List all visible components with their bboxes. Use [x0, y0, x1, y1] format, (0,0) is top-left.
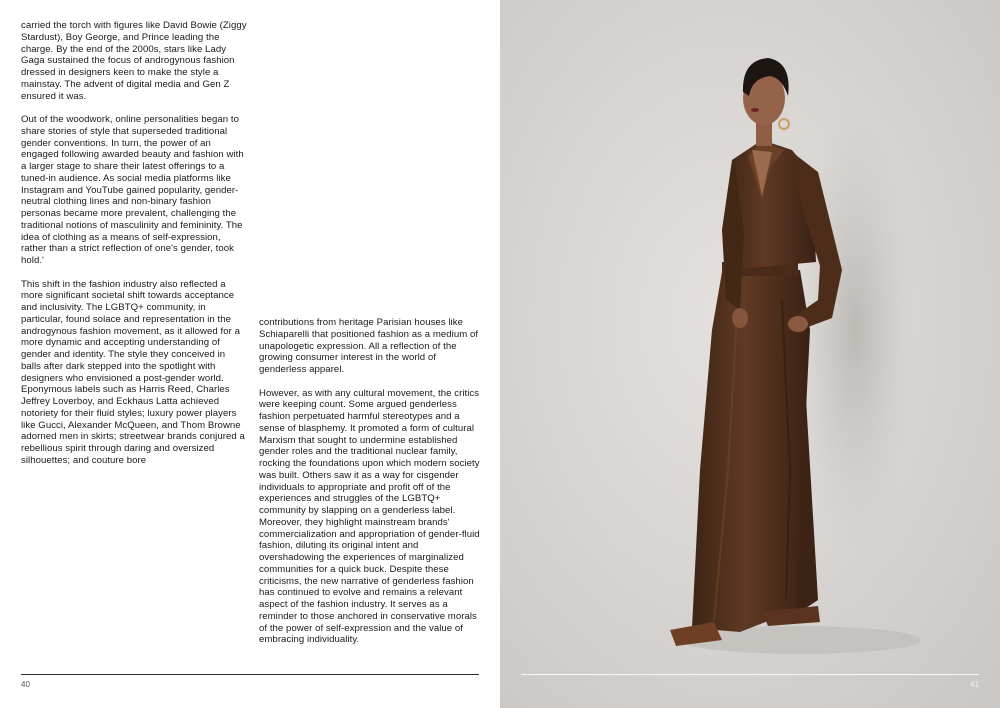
page-number: 41 — [970, 680, 979, 689]
fashion-photo — [500, 0, 1000, 708]
text-column-2 — [259, 317, 481, 658]
footer-rule — [21, 674, 479, 675]
text-column-1 — [21, 20, 247, 478]
paragraph: carried the torch with figures like David Bowie (Ziggy Stardust), Boy George, and Prince leading the charge. By the end of the 2000s, stars like Lady Gaga sustained the focus of androgynous fashion dressed in designers keen to make the style a mainstay. The advent of digital media and Gen Z ensured it was. — [21, 20, 247, 102]
paragraph: This shift in the fashion industry also reflected a more significant societal shift towards acceptance and inclusivity. The LGBTQ+ community, in particular, found solace and representation in the androgynous fashion movement, as it allowed for a more dynamic and accepting understanding of gender and identity. The style they conceived in balls after dark stepped into the spotlight with designers who envisioned a post-gender world. Eponymous labels such as Harris Reed, Charles Jeffrey Loverboy, and Eckhaus Latta achieved notoriety for their fluid styles; luxury power players like Gucci, Alexander McQueen, and Thom Browne adorned men in skirts; streetwear brands conjured a rebellious spirit through daring and oversized silhouettes; and couture bore — [21, 278, 245, 466]
paragraph: contributions from heritage Parisian houses like Schiaparelli that positioned fashion as a medium of unapologetic expression. All a reflection of the growing consumer interest in the world of genderless apparel. — [259, 317, 479, 375]
footer-rule — [521, 674, 979, 675]
paragraph: However, as with any cultural movement, the critics were keeping count. Some argued genderless fashion perpetuated harmful stereotypes and a sense of blasphemy. It promoted a form of cultural Marxism that sought to undermine established gender roles and the traditional nuclear family, rocking the foundations upon which modern society was built. Others saw it as a way for cisgender individuals to appropriate and profit off of the experiences and struggles of the LGBTQ+ community by slapping on a genderless label. Moreover, they highlight mainstream brands' commercialization and appropriation of gender-fluid fashion, diluting its original intent and overshadowing the experiences of marginalized communities for a quick buck. Despite these criticisms, the new narrative of genderless fashion has continued to evolve and remains a relevant aspect of the fashion industry. It serves as a reminder to those anchored in conservative morals of the power of self-expression and the value of embracing individuality. — [259, 387, 480, 646]
page-number: 40 — [21, 680, 30, 689]
earring — [779, 119, 789, 129]
paragraph: Out of the woodwork, online personalities began to share stories of style that superseded traditional gender conventions. In turn, the power of an engaged following awarded beauty and fashion with a larger stage to share their latest offerings to a tuned-in audience. As social media platforms like Instagram and YouTube gained popularity, gender-neutral clothing lines and non-binary fashion personas became more prevalent, challenging the traditional notions of masculinity and femininity. The idea of clothing as a means of self-expression, rather than a strict reflection of one's gender, took hold.' — [21, 114, 244, 266]
right-page — [500, 0, 1000, 708]
